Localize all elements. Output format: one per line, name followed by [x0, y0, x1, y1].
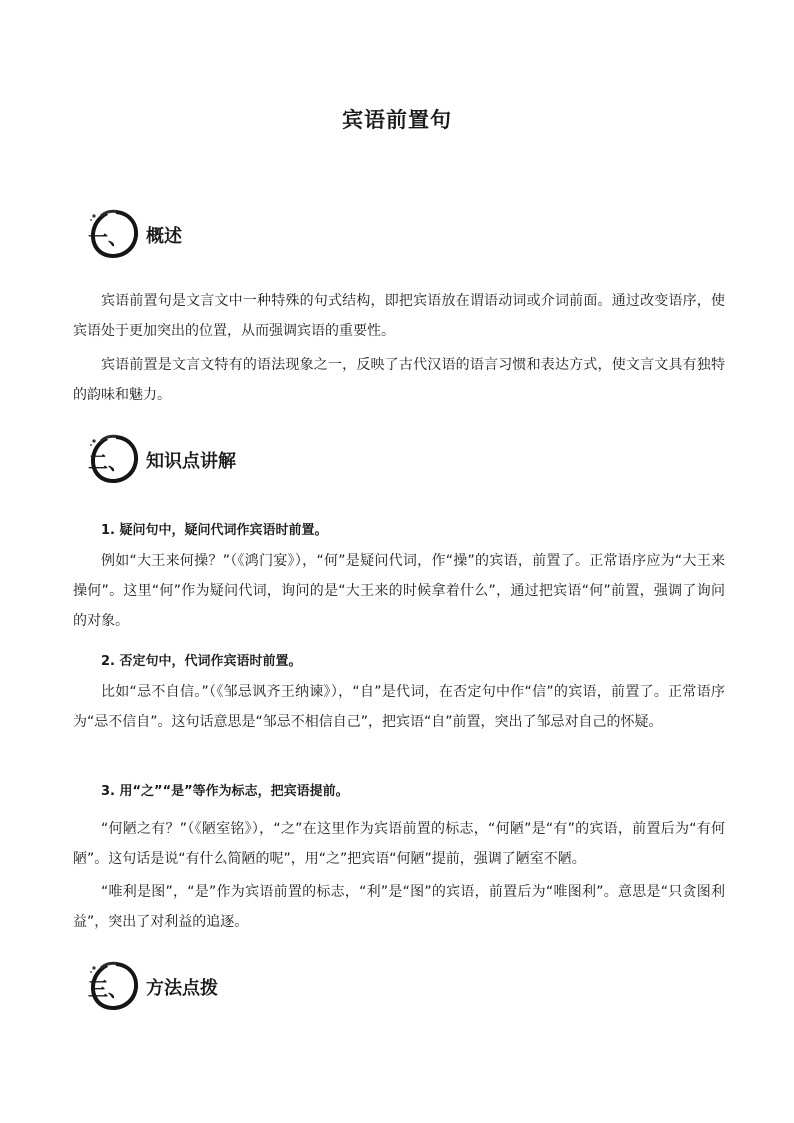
- section-heading-overview: [86, 206, 386, 262]
- paragraph: 例如“大王来何操？”（《鸿门宴》），“何”是疑问代词，作“操”的宾语，前置了。正常语序应为“大王来操何”。这里“何”作为疑问代词，询问的是“大王来的时候拿着什么”，通过把宾语“何”前置，强调了询问的对象。: [73, 553, 725, 629]
- point-label: 3. 用“之”“是”等作为标志，把宾语提前。: [101, 784, 349, 799]
- paragraph: 宾语前置句是文言文中一种特殊的句式结构，即把宾语放在谓语动词或介词前面。通过改变语序，使宾语处于更加突出的位置，从而强调宾语的重要性。: [73, 293, 725, 339]
- page-title: 宾语前置句: [342, 108, 452, 132]
- section-title: 知识点讲解: [146, 451, 236, 472]
- paragraph: “何陋之有？”（《陋室铭》），“之”在这里作为宾语前置的标志，“何陋”是“有”的宾语，前置后为“有何陋”。这句话是说“有什么简陋的呢”，用“之”把宾语“何陋”提前，强调了陋室不陋。: [73, 821, 725, 867]
- point-label: 1. 疑问句中，疑问代词作宾语时前置。: [101, 523, 328, 538]
- section-heading-methods: [86, 958, 386, 1014]
- point-label: 2. 否定句中，代词作宾语时前置。: [101, 654, 302, 669]
- section-heading-knowledge: [86, 431, 386, 487]
- section-title: 方法点拨: [146, 978, 218, 999]
- section-number: 三、: [88, 977, 128, 1001]
- section-number: 一、: [88, 225, 128, 249]
- paragraph: 宾语前置是文言文特有的语法现象之一，反映了古代汉语的语言习惯和表达方式，使文言文具有独特的韵味和魅力。: [73, 357, 725, 403]
- section-number: 二、: [88, 450, 128, 474]
- paragraph: 比如“忌不自信。”（《邹忌讽齐王纳谏》），“自”是代词，在否定句中作“信”的宾语，前置了。正常语序为“忌不信自”。这句话意思是“邹忌不相信自己”，把宾语“自”前置，突出了邹忌对自己的怀疑。: [73, 684, 725, 730]
- section-title: 概述: [146, 226, 182, 247]
- paragraph: “唯利是图”，“是”作为宾语前置的标志，“利”是“图”的宾语，前置后为“唯图利”。意思是“只贪图利益”，突出了对利益的追逐。: [73, 884, 725, 930]
